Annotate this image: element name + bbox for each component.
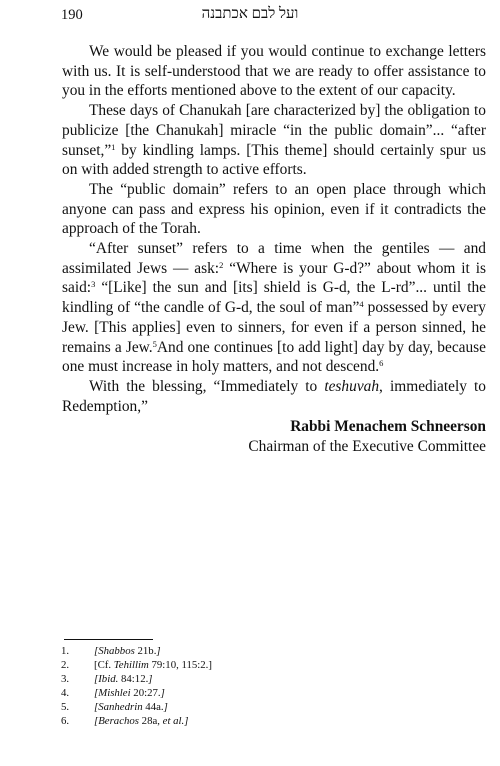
footnote-3 bbox=[61, 673, 212, 687]
footnote-citation-part: Tehillim bbox=[113, 658, 149, 671]
footnote-number: 4. bbox=[61, 686, 70, 699]
footnote-ref-2: 2 bbox=[219, 259, 224, 270]
footnote-citation-part: [Ibid. bbox=[94, 672, 119, 685]
paragraph-4 bbox=[62, 239, 486, 377]
footnote-rule bbox=[64, 639, 153, 640]
footnote-citation-part: [Shabbos bbox=[94, 645, 135, 657]
footnote-citation-part: 79:10, 115:2.] bbox=[148, 658, 212, 671]
footnote-citation-part: ] bbox=[156, 645, 161, 657]
footnote-number: 2. bbox=[61, 658, 70, 671]
paragraph-2 bbox=[62, 101, 486, 180]
footnote-ref-5: 5 bbox=[152, 338, 157, 349]
footnote-citation-part: 44a. bbox=[142, 700, 164, 713]
footnote-ref-6: 6 bbox=[379, 358, 384, 369]
footnote-number: 6. bbox=[61, 714, 70, 727]
footnote-ref-1: 1 bbox=[111, 141, 116, 152]
closing-text-a: With the blessing, “Immediately to bbox=[89, 377, 325, 395]
signature-title: Chairman of the Executive Committee bbox=[248, 438, 486, 456]
footnote-citation-part: [Sanhedrin bbox=[94, 700, 143, 713]
footnote-citation-part: et al.] bbox=[162, 714, 189, 727]
closing-italic: teshuvah bbox=[324, 377, 380, 395]
paragraph-4-text-c: “[Like] the sun and [its] shield is G-d, the L-rd”... until the kindling of “the candle of G-d, the soul of man” bbox=[62, 279, 486, 317]
footnote-4 bbox=[61, 687, 212, 701]
closing-text-b: , immediately to Redemption,” bbox=[62, 377, 486, 415]
closing-blessing bbox=[62, 377, 486, 416]
paragraph-3: The “public domain” refers to an open place through which anyone can pass and express his opinion, even if it contradicts the approach of the Torah. bbox=[62, 180, 486, 238]
footnote-ref-4: 4 bbox=[359, 299, 364, 310]
signature-name: Rabbi Menachem Schneerson bbox=[290, 418, 486, 436]
footnote-citation-part: 28a, bbox=[138, 714, 163, 727]
footnote-number: 1. bbox=[61, 645, 70, 657]
footnote-citation-part: ] bbox=[148, 672, 153, 685]
footnotes bbox=[61, 645, 212, 728]
paragraph-2-text-a: These days of Chanukah [are characterized by] the obligation to publicize [the Chanukah] miracle “in the public domain”... “after sunset,” bbox=[62, 102, 486, 159]
footnote-6 bbox=[61, 715, 212, 729]
footnote-number: 3. bbox=[61, 672, 70, 685]
footnote-citation-part: 84:12. bbox=[118, 672, 149, 685]
paragraph-2-text-b: by kindling lamps. [This theme] should certainly spur us on with added strength to active efforts. bbox=[62, 141, 486, 179]
footnote-citation-part: [Cf. bbox=[94, 658, 114, 671]
footnote-number: 5. bbox=[61, 700, 70, 713]
footnote-citation-part: 21b. bbox=[134, 645, 157, 657]
footnote-citation-part: 20:27. bbox=[130, 686, 161, 699]
footnote-citation-part: ] bbox=[163, 700, 168, 713]
paragraph-4-text-e: And one continues [to add light] day by day, because one must increase in holy matters, and not descend. bbox=[62, 338, 487, 376]
footnote-citation-part: ] bbox=[160, 686, 165, 699]
paragraph-4-text-d: possessed by every Jew. [This applies] even to sinners, for even if a person sinned, he remains a Jew. bbox=[62, 299, 486, 356]
paragraph-1: We would be pleased if you would continue to exchange letters with us. It is self-understood that we are ready to offer assistance to you in the efforts mentioned above to the extent of our capacity. bbox=[62, 43, 486, 100]
paragraph-4-text-b: “Where is your G-d?” about whom it is said: bbox=[62, 259, 486, 297]
page-number: 190 bbox=[61, 7, 83, 23]
footnote-citation-part: [Mishlei bbox=[94, 686, 131, 699]
footnote-ref-3: 3 bbox=[91, 279, 96, 290]
footnote-1 bbox=[61, 645, 212, 659]
footnote-citation-part: [Berachos bbox=[94, 714, 139, 727]
footnote-2 bbox=[61, 659, 212, 673]
footnote-5 bbox=[61, 701, 212, 715]
paragraph-4-text-a: “After sunset” refers to a time when the gentiles — and assimilated Jews — ask: bbox=[62, 240, 486, 277]
body-text bbox=[62, 42, 486, 457]
running-head: ועל לבם אכתבנה bbox=[201, 6, 299, 22]
